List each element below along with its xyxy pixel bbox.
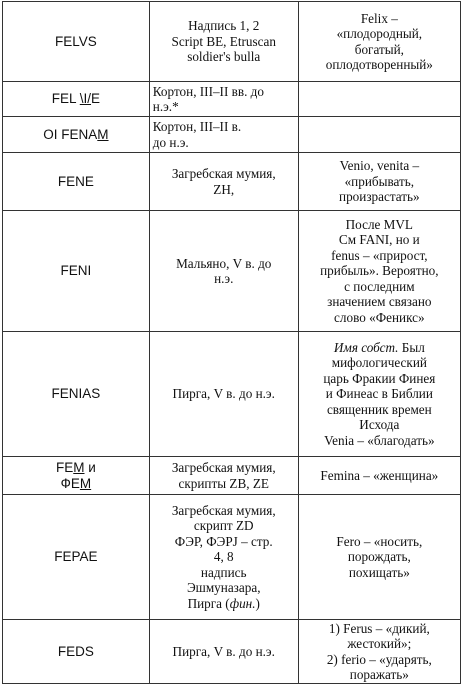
source-line: 4, 8: [213, 549, 234, 565]
source-line: надпись: [200, 564, 247, 580]
underlined-text: \I/: [79, 91, 92, 107]
meaning-line: 1) Ferus – «дикий,: [328, 620, 430, 636]
meaning-line: священник времен: [326, 401, 432, 417]
meaning-line: произрастать»: [339, 189, 420, 205]
meaning-line: Venio, venita –: [339, 158, 420, 174]
meaning-line: fenus – «прирост,: [331, 247, 428, 263]
source-line: до н.э.: [152, 134, 189, 150]
meaning-cell: [298, 332, 460, 457]
meaning-line: [302, 340, 457, 355]
meaning-cell: [298, 211, 460, 332]
source-line: Пирга, V в. до н.э.: [172, 386, 275, 402]
source-cell: [149, 211, 298, 332]
source-cell: [149, 153, 298, 211]
table-row: [3, 117, 461, 153]
text-run: OI FENA: [43, 126, 98, 142]
meaning-line: «плодородный,: [336, 26, 423, 42]
meaning-line: См FANI, но и: [338, 232, 420, 248]
text-run: FE: [55, 460, 74, 476]
table-row: [3, 457, 461, 495]
text-run: E: [91, 91, 101, 107]
text-run: FEPAE: [54, 549, 98, 565]
meaning-line: Femina – «женщина»: [320, 467, 439, 483]
source-line: [153, 596, 295, 611]
meaning-cell: [298, 2, 460, 82]
source-cell: [149, 117, 298, 153]
text-run: ): [255, 595, 260, 611]
word-cell: [3, 332, 150, 457]
meaning-line: слово «Феникс»: [334, 309, 425, 325]
source-line: скрипты ZB, ZE: [178, 475, 269, 491]
source-line: скрипт ZD: [193, 518, 254, 534]
word-cell: [3, 495, 150, 620]
source-line: ZH,: [213, 181, 235, 197]
meaning-line: прибыль». Вероятно,: [320, 263, 439, 279]
word-cell: [3, 117, 150, 153]
word-cell: [3, 153, 150, 211]
meaning-cell: [298, 457, 460, 495]
meaning-line: мифологический: [331, 355, 427, 371]
meaning-line: значением связано: [327, 294, 432, 310]
text-run: FENI: [60, 263, 92, 279]
source-line: Загребская мумия,: [171, 460, 276, 476]
text-run: FEL: [51, 91, 80, 107]
italic-text: фин.: [229, 595, 256, 611]
source-cell: [149, 332, 298, 457]
source-line: Кортон, III–II вв. до: [152, 83, 264, 99]
meaning-line: поражать»: [349, 666, 409, 682]
table-row: [3, 82, 461, 117]
source-line: Надпись 1, 2: [188, 18, 260, 34]
text-run: Был: [398, 340, 425, 356]
meaning-line: Исхода: [359, 417, 400, 433]
table-row: [3, 153, 461, 211]
word-cell: [3, 211, 150, 332]
source-cell: [149, 620, 298, 684]
text-run: FEDS: [57, 643, 94, 659]
italic-text: Имя собст.: [333, 340, 399, 356]
table-row: [3, 495, 461, 620]
underlined-text: M: [79, 475, 92, 491]
table-row: [3, 332, 461, 457]
meaning-line: «прибывать,: [344, 173, 415, 189]
source-line: Загребская мумия,: [171, 503, 276, 519]
source-line: н.э.: [214, 271, 234, 286]
meaning-cell: [298, 495, 460, 620]
meaning-cell: [298, 117, 460, 153]
meaning-cell: [298, 153, 460, 211]
meaning-cell: [298, 620, 460, 684]
word-cell: [3, 620, 150, 684]
source-line: Мальяно, V в. до: [176, 255, 272, 271]
source-line: soldier's bulla: [187, 49, 261, 65]
meaning-line: 2) ferio – «ударять,: [326, 651, 432, 667]
source-line: Пирга, V в. до н.э.: [172, 643, 275, 659]
meaning-line: царь Фракии Финея: [323, 370, 436, 386]
lexicon-table: [2, 1, 461, 684]
meaning-line: богатый,: [354, 41, 404, 57]
source-line: Кортон, III–II в.: [152, 119, 242, 135]
meaning-line: с последним: [344, 278, 415, 294]
table-row: [3, 620, 461, 684]
table-row: [3, 211, 461, 332]
meaning-line: оплодотворенный»: [325, 56, 433, 72]
source-line: Загребская мумия,: [171, 166, 276, 182]
text-run: FELVS: [55, 33, 97, 49]
source-cell: [149, 495, 298, 620]
text-run: и: [84, 460, 96, 476]
lexicon-rows: [3, 2, 461, 684]
source-cell: [149, 2, 298, 82]
text-run: ФЕ: [60, 475, 80, 491]
meaning-cell: [298, 82, 460, 117]
meaning-line: похищать»: [348, 564, 410, 580]
source-line: н.э.*: [152, 99, 179, 114]
source-line: Script BE, Etruscan: [171, 33, 276, 49]
text-run: FENE: [57, 173, 94, 189]
meaning-line: порождать,: [347, 549, 411, 565]
source-line: ФЭР, ФЭРJ – стр.: [174, 533, 273, 549]
meaning-line: и Финеас в Библии: [325, 386, 433, 402]
meaning-line: Felix –: [360, 10, 398, 26]
word-cell: [3, 457, 150, 495]
meaning-line: жестокий»;: [347, 636, 412, 652]
underlined-text: M: [73, 460, 85, 476]
word-cell: [3, 82, 150, 117]
meaning-line: Venia – «благодать»: [324, 432, 435, 448]
source-cell: [149, 457, 298, 495]
word-cell: [3, 2, 150, 82]
source-cell: [149, 82, 298, 117]
table-row: [3, 2, 461, 82]
text-run: Пирга (: [187, 595, 230, 611]
meaning-line: После MVL: [345, 217, 413, 233]
text-run: FENIAS: [51, 386, 101, 402]
source-line: Эшмуназара,: [186, 580, 261, 596]
underlined-text: M: [97, 126, 109, 142]
meaning-line: Fero – «носить,: [336, 533, 423, 549]
